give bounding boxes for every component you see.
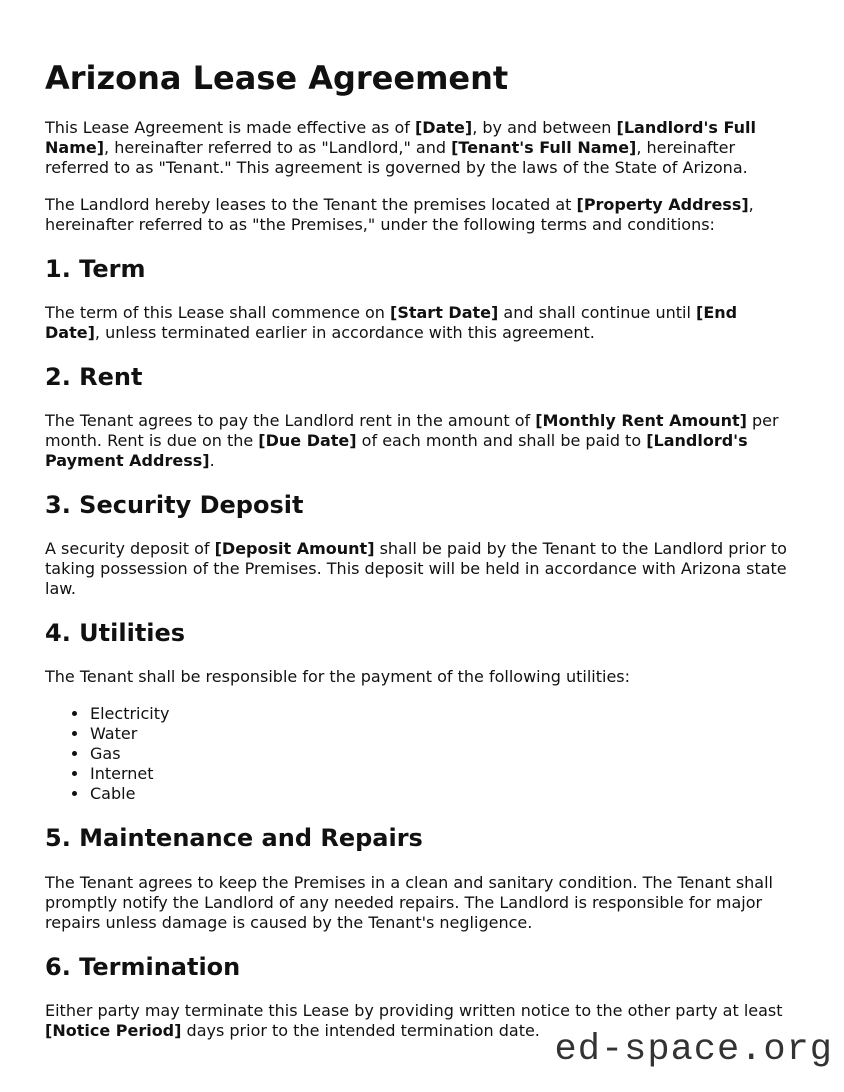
- text-run: , hereinafter referred to as "Landlord," and: [104, 138, 452, 158]
- text-run: .: [209, 451, 215, 471]
- text-run: , by and between: [472, 118, 617, 138]
- text-run: The Tenant agrees to keep the Premises in a clean and sanitary condition. The Tenant shall promptly notify the Landlord of any needed repairs. The Landlord is responsible for major repairs unless damage is caused by the Tenant's negligence.: [45, 872, 773, 932]
- text-run: and shall continue until: [498, 303, 697, 323]
- placeholder-field: [Deposit Amount]: [214, 539, 375, 559]
- section-heading: 3. Security Deposit: [45, 491, 304, 520]
- list-item: • Gas: [89, 744, 792, 764]
- site-watermark: ed-space.org: [554, 1029, 833, 1071]
- section-heading: 1. Term: [45, 255, 146, 284]
- text-run: per month. Rent is due on the: [45, 411, 779, 451]
- text-run: This Lease Agreement is made effective as of: [45, 118, 415, 138]
- section-heading: 2. Rent: [45, 363, 143, 392]
- utilities-list: [45, 704, 792, 804]
- section-paragraph: [45, 873, 792, 933]
- placeholder-field: [Landlord's Payment Address]: [45, 431, 748, 471]
- text-run: , unless terminated earlier in accordance with this agreement.: [94, 323, 595, 343]
- text-run: The Landlord hereby leases to the Tenant the premises located at: [45, 195, 577, 215]
- text-run: days prior to the intended termination date.: [181, 1020, 540, 1040]
- list-item: • Electricity: [89, 704, 792, 724]
- section-heading: 5. Maintenance and Repairs: [45, 824, 423, 853]
- text-run: A security deposit of: [45, 539, 215, 559]
- text-run: Either party may terminate this Lease by providing written notice to the other party at least: [45, 1000, 783, 1020]
- placeholder-field: [End Date]: [45, 303, 738, 343]
- document-title: Arizona Lease Agreement: [45, 59, 509, 97]
- placeholder-field: [Landlord's Full Name]: [45, 118, 756, 158]
- section-paragraph: [45, 539, 792, 599]
- section-paragraph: [45, 667, 792, 687]
- text-run: shall be paid by the Tenant to the Landlord prior to taking possession of the Premises. This deposit will be held in accordance with Arizona state law.: [45, 539, 787, 599]
- placeholder-field: [Date]: [414, 118, 473, 138]
- list-item: • Cable: [89, 784, 792, 804]
- placeholder-field: [Due Date]: [258, 431, 357, 451]
- placeholder-field: [Monthly Rent Amount]: [535, 411, 747, 431]
- text-run: The Tenant shall be responsible for the payment of the following utilities:: [45, 667, 631, 687]
- intro-paragraph: [45, 195, 792, 235]
- intro-paragraph: [45, 118, 792, 178]
- list-item: • Internet: [89, 764, 792, 784]
- placeholder-field: [Property Address]: [576, 195, 749, 215]
- text-run: , hereinafter referred to as "the Premises," under the following terms and conditions:: [45, 195, 754, 235]
- text-run: The Tenant agrees to pay the Landlord rent in the amount of: [45, 411, 536, 431]
- section-heading: 6. Termination: [45, 952, 241, 981]
- document-body: [45, 118, 792, 1040]
- placeholder-field: [Notice Period]: [45, 1020, 182, 1040]
- text-run: , hereinafter referred to as "Tenant." This agreement is governed by the laws of the State of Arizona.: [45, 138, 748, 178]
- section-heading: 4. Utilities: [45, 619, 186, 648]
- placeholder-field: [Start Date]: [390, 303, 499, 323]
- list-item: • Water: [89, 724, 792, 744]
- section-paragraph: [45, 303, 792, 343]
- section-paragraph: [45, 411, 792, 471]
- placeholder-field: [Tenant's Full Name]: [451, 138, 637, 158]
- text-run: The term of this Lease shall commence on: [45, 303, 391, 323]
- text-run: of each month and shall be paid to: [356, 431, 647, 451]
